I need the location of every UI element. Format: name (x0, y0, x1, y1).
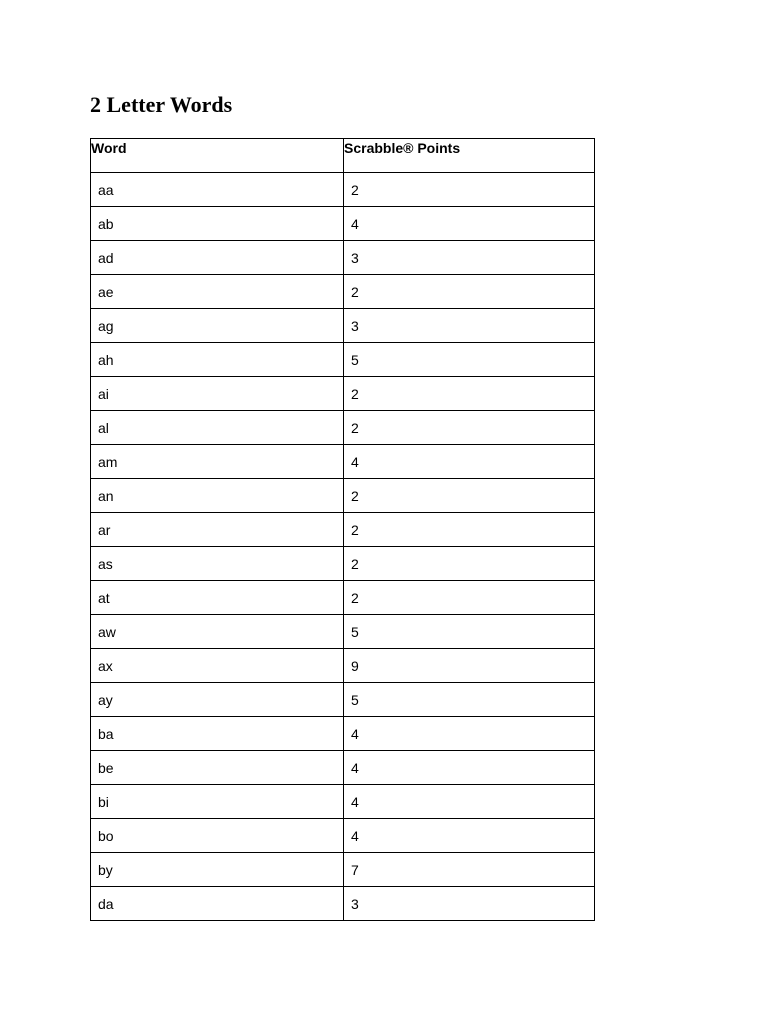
points-cell: 7 (344, 853, 595, 887)
points-cell: 2 (344, 547, 595, 581)
word-cell: ag (91, 309, 344, 343)
table-row (91, 241, 595, 275)
word-cell: aw (91, 615, 344, 649)
word-cell: ae (91, 275, 344, 309)
table-row (91, 377, 595, 411)
word-points-table (90, 138, 595, 921)
points-cell: 4 (344, 445, 595, 479)
word-cell: da (91, 887, 344, 921)
points-cell: 4 (344, 207, 595, 241)
points-cell: 2 (344, 275, 595, 309)
points-cell: 2 (344, 377, 595, 411)
word-cell: as (91, 547, 344, 581)
word-cell: bo (91, 819, 344, 853)
points-cell: 2 (344, 513, 595, 547)
word-cell: am (91, 445, 344, 479)
table-row (91, 751, 595, 785)
points-cell: 5 (344, 683, 595, 717)
word-cell: at (91, 581, 344, 615)
points-cell: 5 (344, 615, 595, 649)
word-cell: ad (91, 241, 344, 275)
points-cell: 3 (344, 309, 595, 343)
table-row (91, 887, 595, 921)
table-row (91, 445, 595, 479)
page-title: 2 Letter Words (90, 92, 233, 117)
table-row (91, 207, 595, 241)
column-header-points: Scrabble® Points (344, 139, 595, 173)
table-row (91, 513, 595, 547)
word-cell: ar (91, 513, 344, 547)
word-cell: al (91, 411, 344, 445)
table-row (91, 615, 595, 649)
word-cell: ay (91, 683, 344, 717)
points-cell: 9 (344, 649, 595, 683)
points-cell: 2 (344, 173, 595, 207)
points-cell: 2 (344, 411, 595, 445)
table-row (91, 785, 595, 819)
table-row (91, 275, 595, 309)
points-cell: 4 (344, 751, 595, 785)
table-row (91, 683, 595, 717)
points-cell: 3 (344, 887, 595, 921)
points-cell: 2 (344, 479, 595, 513)
word-cell: ah (91, 343, 344, 377)
word-cell: aa (91, 173, 344, 207)
table-row (91, 173, 595, 207)
table-header-row (91, 139, 595, 173)
word-cell: ai (91, 377, 344, 411)
word-cell: ax (91, 649, 344, 683)
table-row (91, 581, 595, 615)
table-row (91, 819, 595, 853)
table-row (91, 479, 595, 513)
table-row (91, 547, 595, 581)
points-cell: 4 (344, 819, 595, 853)
table-row (91, 309, 595, 343)
points-cell: 4 (344, 717, 595, 751)
word-cell: an (91, 479, 344, 513)
points-cell: 2 (344, 581, 595, 615)
points-cell: 5 (344, 343, 595, 377)
word-cell: ba (91, 717, 344, 751)
points-cell: 4 (344, 785, 595, 819)
table-row (91, 717, 595, 751)
column-header-word: Word (91, 139, 344, 173)
word-cell: ab (91, 207, 344, 241)
table-row (91, 853, 595, 887)
word-cell: by (91, 853, 344, 887)
table-row (91, 649, 595, 683)
word-cell: bi (91, 785, 344, 819)
points-cell: 3 (344, 241, 595, 275)
table-row (91, 343, 595, 377)
word-cell: be (91, 751, 344, 785)
table-row (91, 411, 595, 445)
